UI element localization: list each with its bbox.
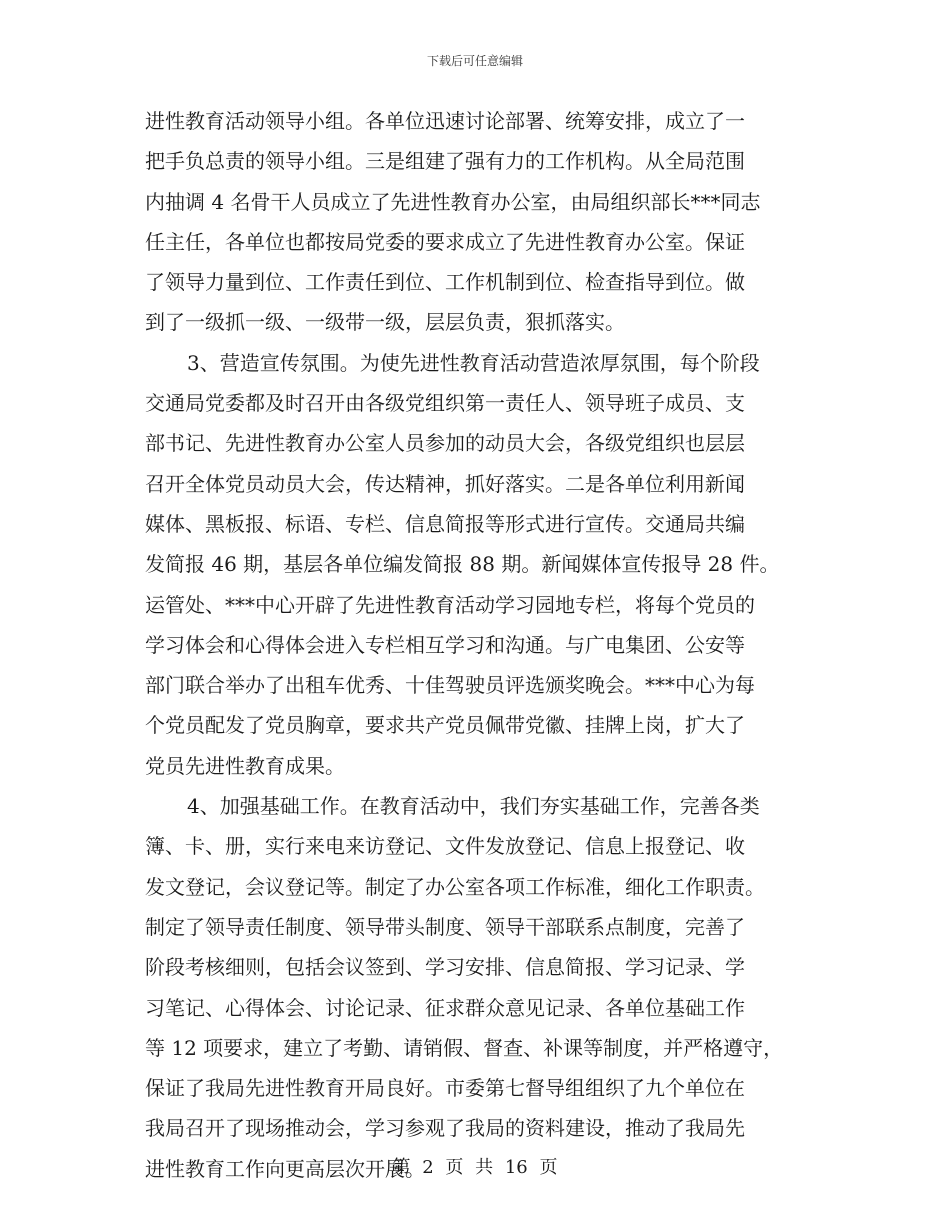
page-header: 下载后可任意编辑	[426, 54, 523, 68]
text-line: 内抽调 4 名骨干人员成立了先进性教育办公室，由局组织部长***同志	[145, 189, 761, 214]
text-line: 阶段考核细则，包括会议签到、学习安排、信息简报、学习记录、学	[145, 955, 745, 980]
text-line: 习笔记、心得体会、讨论记录、征求群众意见记录、各单位基础工作	[145, 995, 745, 1020]
text-line: 部门联合举办了出租车优秀、十佳驾驶员评选颁奖晚会。***中心为每	[145, 673, 755, 698]
paragraph-start-line: 4、加强基础工作。在教育活动中，我们夯实基础工作，完善各类	[187, 794, 760, 819]
text-line: 进性教育工作向更高层次开展。	[145, 1156, 425, 1181]
text-line: 交通局党委都及时召开由各级党组织第一责任人、领导班子成员、支	[145, 391, 745, 416]
text-line: 保证了我局先进性教育开局良好。市委第七督导组组织了九个单位在	[145, 1076, 745, 1101]
text-line: 簿、卡、册，实行来电来访登记、文件发放登记、信息上报登记、收	[145, 834, 745, 859]
text-line: 任主任，各单位也都按局党委的要求成立了先进性教育办公室。保证	[145, 229, 745, 254]
text-line: 进性教育活动领导小组。各单位迅速讨论部署、统筹安排，成立了一	[145, 109, 745, 133]
text-line: 发简报 46 期，基层各单位编发简报 88 期。新闻媒体宣传报导 28 件。	[145, 552, 780, 577]
paragraph-start-line: 3、营造宣传氛围。为使先进性教育活动营造浓厚氛围，每个阶段	[187, 350, 760, 375]
text-line: 等 12 项要求，建立了考勤、请销假、督查、补课等制度，并严格遵守，	[145, 1035, 784, 1060]
text-line: 部书记、先进性教育办公室人员参加的动员大会，各级党组织也层层	[145, 431, 745, 456]
text-line: 召开全体党员动员大会，传达精神，抓好落实。二是各单位利用新闻	[145, 471, 745, 496]
text-line: 到了一级抓一级、一级带一级，层层负责，狠抓落实。	[145, 310, 625, 335]
document-body	[145, 101, 810, 1189]
text-line: 我局召开了现场推动会，学习参观了我局的资料建设，推动了我局先	[145, 1116, 745, 1141]
text-line: 发文登记，会议登记等。制定了办公室各项工作标准，细化工作职责。	[145, 874, 765, 899]
text-line: 党员先进性教育成果。	[145, 753, 345, 778]
text-line: 了领导力量到位、工作责任到位、工作机制到位、检查指导到位。做	[145, 270, 745, 295]
text-line: 把手负总责的领导小组。三是组建了强有力的工作机构。从全局范围	[145, 149, 745, 174]
text-line: 个党员配发了党员胸章，要求共产党员佩带党徽、挂牌上岗，扩大了	[145, 713, 745, 738]
text-line: 运管处、***中心开辟了先进性教育活动学习园地专栏，将每个党员的	[145, 592, 755, 617]
page-number-footer: 第 2 页 共 16 页	[392, 1157, 558, 1178]
text-line: 媒体、黑板报、标语、专栏、信息简报等形式进行宣传。交通局共编	[145, 511, 745, 536]
text-line: 学习体会和心得体会进入专栏相互学习和沟通。与广电集团、公安等	[145, 632, 745, 657]
text-line: 制定了领导责任制度、领导带头制度、领导干部联系点制度，完善了	[145, 914, 745, 939]
